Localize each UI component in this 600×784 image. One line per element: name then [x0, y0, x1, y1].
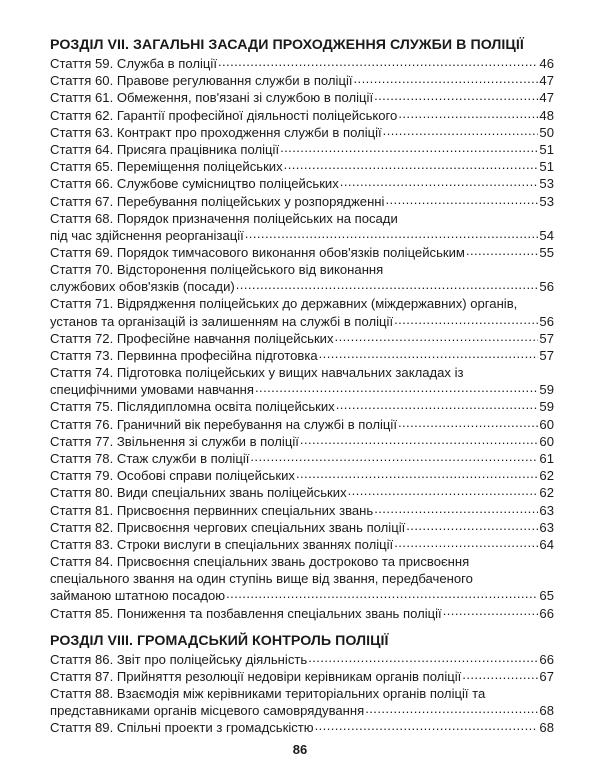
toc-entry-title: Стаття 66. Службове сумісництво поліцейських [50, 176, 339, 192]
toc-entry-page: 51 [539, 159, 554, 175]
toc-entry[interactable] [50, 450, 554, 467]
toc-entry-page: 60 [539, 416, 554, 432]
toc-entry-line [50, 89, 554, 106]
toc-entry-page: 54 [539, 227, 554, 243]
toc-entry[interactable] [50, 364, 554, 398]
toc-entry[interactable] [50, 685, 554, 719]
toc-entry[interactable] [50, 467, 554, 484]
toc-entry-title: Стаття 87. Прийняття резолюції недовіри керівникам органів поліції [50, 668, 462, 684]
toc-entry-line [50, 685, 554, 702]
toc-entry-page: 61 [539, 451, 554, 467]
toc-entry-line [50, 536, 554, 553]
toc-entry[interactable] [50, 416, 554, 433]
toc-entry[interactable] [50, 433, 554, 450]
dot-leader [365, 702, 538, 715]
toc-entry-title: Стаття 67. Перебування поліцейських у розпорядженні [50, 193, 385, 209]
toc-entry-page: 51 [539, 142, 554, 158]
toc-entry-title: представниками органів місцевого самоврядування [50, 703, 365, 719]
toc-entry[interactable] [50, 604, 554, 621]
toc-entry[interactable] [50, 536, 554, 553]
toc-entry[interactable] [50, 244, 554, 261]
toc-entry-line [50, 124, 554, 141]
toc-entry-line [50, 313, 554, 330]
toc-entry-title: Стаття 81. Присвоєння первинних спеціальних звань [50, 502, 374, 518]
dot-leader [255, 381, 538, 394]
toc-entry-title: Стаття 69. Порядок тимчасового виконання обов'язків поліцейським [50, 245, 465, 261]
toc-entry-title: Стаття 64. Присяга працівника поліції [50, 142, 280, 158]
toc-entry-line [50, 364, 554, 381]
toc-entry-page: 66 [539, 605, 554, 621]
toc-entry-line [50, 502, 554, 519]
dot-leader [315, 719, 539, 732]
toc-entry-line [50, 72, 554, 89]
toc-entry[interactable] [50, 398, 554, 415]
toc-entry[interactable] [50, 141, 554, 158]
dot-leader [354, 72, 539, 85]
dot-leader [406, 519, 538, 532]
toc-entry-page: 64 [539, 536, 554, 552]
toc-entry-line [50, 587, 554, 604]
toc-entry[interactable] [50, 107, 554, 124]
toc-entry-line [50, 398, 554, 415]
toc-entry[interactable] [50, 158, 554, 175]
toc-entry-line [50, 227, 554, 244]
toc-entry-line [50, 55, 554, 72]
dot-leader [340, 175, 539, 188]
dot-leader [319, 347, 539, 360]
toc-entry-page: 67 [539, 668, 554, 684]
toc-entry-line [50, 278, 554, 295]
toc-entry-title: Стаття 70. Відсторонення поліцейського від виконання [50, 262, 384, 278]
toc-entry-title: Стаття 71. Відрядження поліцейських до державних (міждержавних) органів, [50, 296, 518, 312]
dot-leader [385, 193, 538, 206]
toc-entry-page: 56 [539, 313, 554, 329]
toc-entry-page: 57 [539, 330, 554, 346]
toc-entry[interactable] [50, 719, 554, 736]
toc-entry-page: 56 [539, 279, 554, 295]
toc-entry-title: Стаття 65. Переміщення поліцейських [50, 159, 283, 175]
toc-entry-title: специфічними умовами навчання [50, 382, 255, 398]
toc-entry-title: установ та організацій із залишенням на службі в поліції [50, 313, 394, 329]
toc-entry-title: Стаття 78. Стаж служби в поліції [50, 451, 250, 467]
dot-leader [335, 330, 539, 343]
toc-entry-page: 68 [539, 720, 554, 736]
toc-entry-line [50, 702, 554, 719]
toc-entry[interactable] [50, 124, 554, 141]
toc-entry-page: 62 [539, 485, 554, 501]
toc-entry-title: займаною штатною посадою [50, 588, 226, 604]
dot-leader [245, 227, 539, 240]
toc-entry-line [50, 244, 554, 261]
toc-entry[interactable] [50, 210, 554, 244]
toc-entry[interactable] [50, 175, 554, 192]
toc-entry-page: 50 [539, 124, 554, 140]
toc-entry-line [50, 193, 554, 210]
toc-entry[interactable] [50, 484, 554, 501]
toc-entry-line [50, 347, 554, 364]
toc-entry-title: Стаття 83. Строки вислуги в спеціальних званнях поліції [50, 536, 394, 552]
toc-entry-page: 65 [539, 588, 554, 604]
toc-entry-title: Стаття 82. Присвоєння чергових спеціальних звань поліції [50, 519, 406, 535]
toc-entry-title: Стаття 72. Професійне навчання поліцейських [50, 330, 334, 346]
toc-entry[interactable] [50, 347, 554, 364]
toc-entry[interactable] [50, 89, 554, 106]
toc-entry-title: Стаття 88. Взаємодія між керівниками територіальних органів поліції та [50, 686, 486, 701]
toc-entry-title: службових обов'язків (посади) [50, 279, 235, 295]
dot-leader [336, 398, 539, 411]
toc-entry-page: 60 [539, 433, 554, 449]
dot-leader [398, 416, 538, 429]
toc-entry-title: Стаття 75. Післядипломна освіта поліцейських [50, 399, 335, 415]
dot-leader [383, 124, 539, 137]
dot-leader [374, 502, 538, 515]
toc-entry-page: 59 [539, 382, 554, 398]
toc-entry-page: 46 [539, 56, 554, 72]
section-heading: РОЗДІЛ VIII. ГРОМАДСЬКИЙ КОНТРОЛЬ ПОЛІЦІЇ [50, 632, 389, 649]
toc-body [50, 36, 554, 736]
dot-leader [394, 313, 538, 326]
toc-entry-page: 59 [539, 399, 554, 415]
toc-entry[interactable] [50, 295, 554, 329]
toc-entry-title: Стаття 76. Граничний вік перебування на службі в поліції [50, 416, 397, 432]
toc-entry-title: Стаття 62. Гарантії професійної діяльності поліцейського [50, 107, 398, 123]
toc-entry-title: Стаття 86. Звіт про поліцейську діяльність [50, 651, 308, 667]
dot-leader [348, 484, 539, 497]
toc-entry-title: Стаття 80. Види спеціальних звань поліцейських [50, 485, 347, 501]
toc-entry-title: Стаття 89. Спільні проекти з громадськістю [50, 720, 314, 736]
toc-entry-line [50, 295, 554, 312]
toc-entry-title: спеціального звання на один ступінь вище від звання, передбаченого [50, 571, 473, 587]
toc-entry-line [50, 668, 554, 685]
toc-entry[interactable] [50, 553, 554, 604]
dot-leader [398, 107, 538, 120]
toc-entry-title: Стаття 79. Особові справи поліцейських [50, 468, 295, 484]
toc-entry-line [50, 604, 554, 621]
toc-entry-page: 53 [539, 193, 554, 209]
toc-entry-line [50, 261, 554, 278]
toc-entry-line [50, 553, 554, 570]
toc-entry-page: 63 [539, 519, 554, 535]
toc-entry-page: 68 [539, 703, 554, 719]
dot-leader [394, 536, 538, 549]
toc-entry-line [50, 484, 554, 501]
toc-entry[interactable] [50, 55, 554, 72]
toc-entry-title: Стаття 60. Правове регулювання служби в поліції [50, 73, 353, 89]
toc-entry-title: Стаття 85. Пониження та позбавлення спеціальних звань поліції [50, 605, 442, 621]
toc-entry-line [50, 719, 554, 736]
toc-entry-title: Стаття 77. Звільнення зі служби в поліції [50, 433, 299, 449]
dot-leader [374, 89, 538, 102]
toc-entry[interactable] [50, 193, 554, 210]
toc-entry-line [50, 416, 554, 433]
toc-entry[interactable] [50, 261, 554, 295]
dot-leader [236, 278, 539, 291]
table-of-contents [50, 36, 554, 736]
toc-entry-title: Стаття 74. Підготовка поліцейських у вищих навчальних закладах із [50, 365, 464, 381]
toc-entry-title: Стаття 59. Служба в поліції [50, 56, 217, 72]
toc-entry-title: Стаття 84. Присвоєння спеціальних звань достроково та присвоєння [50, 554, 470, 570]
toc-entry-page: 47 [539, 73, 554, 89]
dot-leader [462, 668, 538, 681]
dot-leader [300, 433, 539, 446]
toc-entry-line [50, 210, 554, 227]
dot-leader [280, 141, 538, 154]
toc-entry[interactable] [50, 651, 554, 668]
toc-entry-title: під час здійснення реорганізації [50, 227, 244, 243]
toc-entry-line [50, 570, 554, 587]
toc-entry-page: 53 [539, 176, 554, 192]
toc-entry-title: Стаття 63. Контракт про проходження служби в поліції [50, 124, 382, 140]
toc-entry[interactable] [50, 72, 554, 89]
section-heading: РОЗДІЛ VII. ЗАГАЛЬНІ ЗАСАДИ ПРОХОДЖЕННЯ СЛУЖБИ В ПОЛІЦІЇ [50, 37, 524, 53]
page-number: 86 [292, 742, 308, 757]
toc-entry-line [50, 467, 554, 484]
toc-entry-page: 55 [539, 245, 554, 261]
dot-leader [284, 158, 539, 171]
toc-entry-line [50, 450, 554, 467]
toc-entry-line [50, 175, 554, 192]
dot-leader [443, 604, 539, 617]
toc-entry-title: Стаття 68. Порядок призначення поліцейських на посади [50, 210, 398, 226]
toc-entry-line [50, 651, 554, 668]
toc-entry-line [50, 433, 554, 450]
toc-entry-title: Стаття 61. Обмеження, пов'язані зі службою в поліції [50, 90, 374, 106]
dot-leader [226, 587, 538, 600]
toc-entry-page: 62 [539, 468, 554, 484]
dot-leader [250, 450, 538, 463]
toc-entry-page: 57 [539, 348, 554, 363]
toc-entry[interactable] [50, 502, 554, 519]
toc-entry[interactable] [50, 330, 554, 347]
toc-entry-line [50, 107, 554, 124]
toc-entry-line [50, 158, 554, 175]
toc-entry-title: Стаття 73. Первинна професійна підготовка [50, 348, 318, 363]
dot-leader [218, 55, 538, 68]
toc-entry-line [50, 519, 554, 536]
toc-entry-line [50, 381, 554, 398]
toc-entry-page: 66 [539, 651, 554, 667]
toc-entry-line [50, 141, 554, 158]
toc-entry-page: 47 [539, 90, 554, 106]
toc-entry[interactable] [50, 519, 554, 536]
toc-entry-page: 63 [539, 502, 554, 518]
dot-leader [308, 651, 538, 664]
dot-leader [296, 467, 538, 480]
toc-entry-line [50, 330, 554, 347]
toc-entry-page: 48 [539, 107, 554, 123]
dot-leader [466, 244, 538, 257]
toc-entry[interactable] [50, 668, 554, 685]
